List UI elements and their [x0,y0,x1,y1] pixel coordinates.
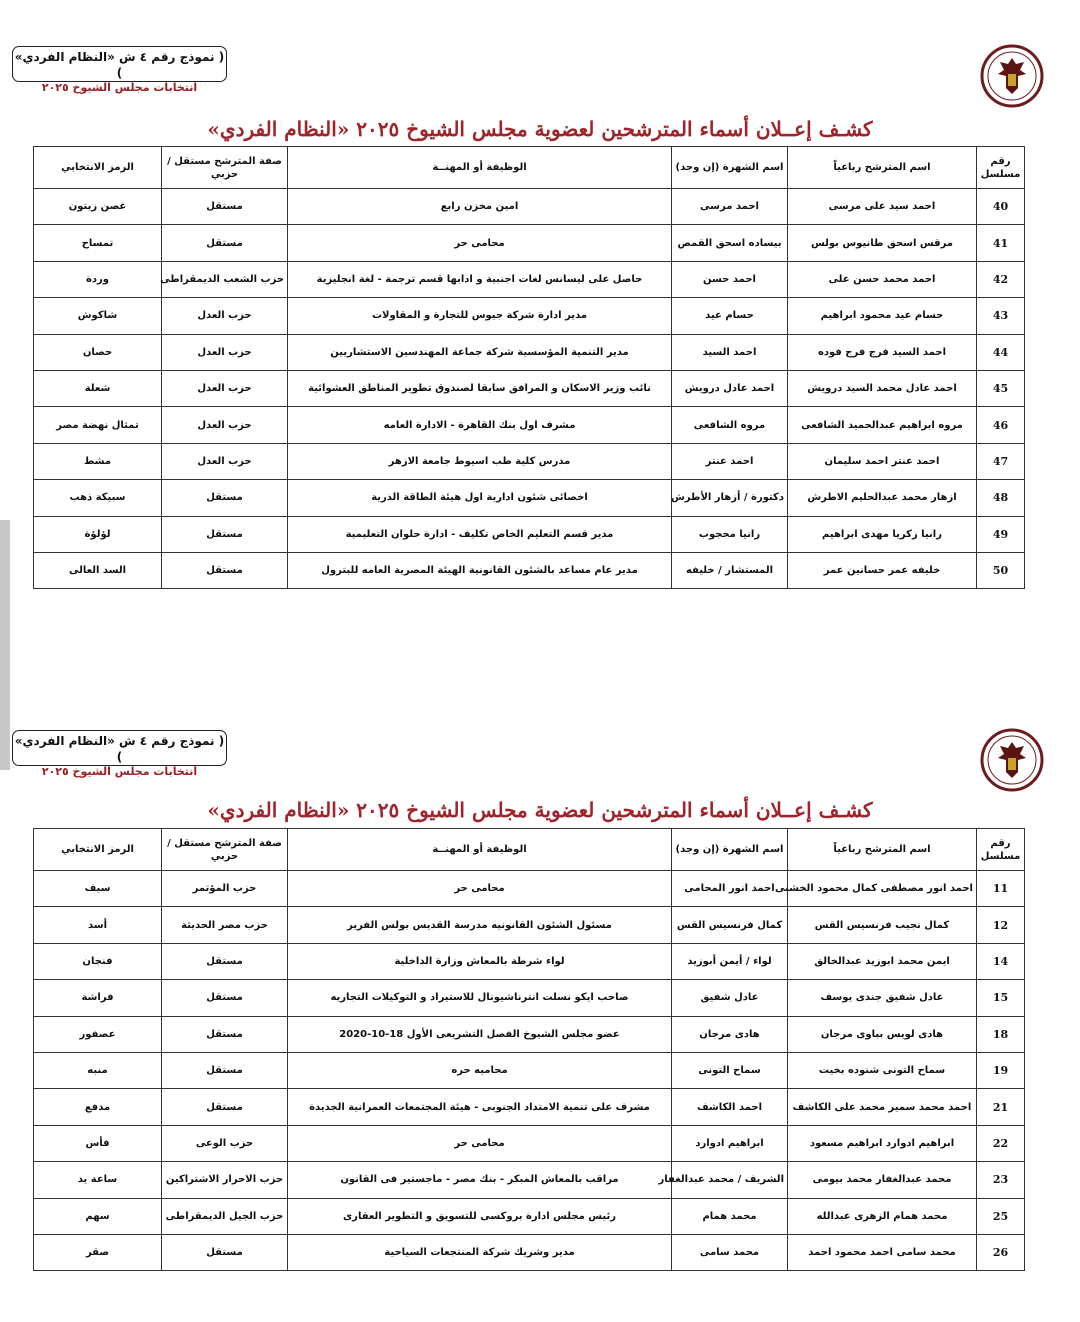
cell-symbol: ساعة يد [34,1162,162,1198]
cell-status: مستقل [162,980,288,1016]
cell-symbol: وردة [34,261,162,297]
cell-symbol: السد العالى [34,552,162,588]
col-header-name: اسم المترشح رباعياً [788,829,977,871]
cell-num: 23 [977,1162,1025,1198]
cell-fame: هادى مرجان [672,1016,788,1052]
cell-fame: رانيا محجوب [672,516,788,552]
table-header-row [34,829,1025,871]
cell-name: هادى لويس بباوى مرجان [788,1016,977,1052]
election-label: انتخابات مجلس الشيوخ ٢٠٢٥ [41,81,198,94]
cell-symbol: شعلة [34,370,162,406]
form-label-box [12,730,227,778]
cell-job: رئيس مجلس ادارة بروكسى للتسويق و التطوير العقارى [288,1198,672,1234]
cell-job: مدير قسم التعليم الخاص تكليف - ادارة حلوان التعليمية [288,516,672,552]
cell-symbol: صقر [34,1234,162,1270]
cell-job: مسئول الشئون القانونيه مدرسة القديس بولس الفرير [288,907,672,943]
cell-fame: لواء / أيمن أبوزيد [672,943,788,979]
cell-job: محامى حر [288,871,672,907]
cell-job: مدير عام مساعد بالشئون القانونية الهيئة المصرية العامه للبترول [288,552,672,588]
cell-name: ابراهيم ادوارد ابراهيم مسعود [788,1125,977,1161]
cell-symbol: فنجان [34,943,162,979]
cell-name: مرقس اسحق طانيوس بولس [788,225,977,261]
cell-status: حزب العدل [162,370,288,406]
col-header-job: الوظيفة أو المهنــة [288,829,672,871]
cell-name: احمد محمد سمير محمد على الكاشف [788,1089,977,1125]
cell-name: ايمن محمد ابوزيد عبدالخالق [788,943,977,979]
cell-num: 26 [977,1234,1025,1270]
cell-fame: احمد عادل درويش [672,370,788,406]
cell-name: كمال نجيب فرنسيس القس [788,907,977,943]
cell-job: مدرس كلية طب اسيوط جامعة الازهر [288,443,672,479]
cell-num: 21 [977,1089,1025,1125]
form-number-label: ( نموذج رقم ٤ ش «النظام الفردي» ) [14,734,225,764]
cell-status: مستقل [162,552,288,588]
cell-status: حزب المؤتمر [162,871,288,907]
cell-num: 19 [977,1052,1025,1088]
col-header-job: الوظيفة أو المهنــة [288,147,672,189]
cell-job: نائب وزير الاسكان و المرافق سابقا لصندوق تطوير المناطق العشوائية [288,370,672,406]
form-number-label: ( نموذج رقم ٤ ش «النظام الفردي» ) [14,50,225,80]
table-row [34,1162,1025,1198]
cell-status: حزب الاحرار الاشتراكين [162,1162,288,1198]
cell-name: محمد عبدالغفار محمد بيومى [788,1162,977,1198]
cell-status: حزب العدل [162,298,288,334]
cell-symbol: شاكوش [34,298,162,334]
cell-job: مشرف اول بنك القاهرة - الادارة العامه [288,407,672,443]
col-header-num: رقم مسلسل [977,829,1025,871]
cell-fame: احمد السيد [672,334,788,370]
cell-fame: احمد مرسى [672,189,788,225]
cell-num: 44 [977,334,1025,370]
cell-num: 42 [977,261,1025,297]
cell-job: اخصائى شئون ادارية اول هيئة الطاقة الذرية [288,480,672,516]
cell-fame: محمد همام [672,1198,788,1234]
cell-fame: دكتورة / أزهار الأطرش [672,480,788,516]
cell-status: مستقل [162,225,288,261]
cell-symbol: فأس [34,1125,162,1161]
cell-num: 49 [977,516,1025,552]
cell-num: 41 [977,225,1025,261]
election-label: انتخابات مجلس الشيوخ ٢٠٢٥ [41,765,198,778]
page-title: كشـف إعــلان أسماء المترشحين لعضوية مجلس الشيوخ ٢٠٢٥ «النظام الفردي» [207,117,873,141]
cell-name: احمد عادل محمد السيد درويش [788,370,977,406]
cell-status: حزب العدل [162,443,288,479]
cell-symbol: أسد [34,907,162,943]
cell-num: 25 [977,1198,1025,1234]
cell-fame: كمال فرنسيس القس [672,907,788,943]
col-header-status: صفة المترشح مستقل / حزبي [162,829,288,871]
cell-num: 18 [977,1016,1025,1052]
cell-status: مستقل [162,1016,288,1052]
cell-name: احمد سيد على مرسى [788,189,977,225]
cell-status: حزب العدل [162,407,288,443]
cell-fame: احمد انور المحامى [672,871,788,907]
cell-symbol: سبيكة ذهب [34,480,162,516]
cell-symbol: سهم [34,1198,162,1234]
cell-fame: المستشار / خليفه [672,552,788,588]
table-row [34,1016,1025,1052]
cell-symbol: لؤلؤة [34,516,162,552]
cell-symbol: فراشة [34,980,162,1016]
cell-status: حزب الوعى [162,1125,288,1161]
cell-symbol: منبه [34,1052,162,1088]
cell-num: 45 [977,370,1025,406]
cell-job: لواء شرطة بالمعاش وزارة الداخلية [288,943,672,979]
table-row [34,871,1025,907]
cell-fame: سماح التونى [672,1052,788,1088]
cell-status: حزب الشعب الديمقراطى [162,261,288,297]
cell-fame: عادل شفيق [672,980,788,1016]
cell-fame: احمد عنتر [672,443,788,479]
cell-status: مستقل [162,1052,288,1088]
cell-name: سماح التونى شنوده بخيت [788,1052,977,1088]
cell-status: حزب مصر الحديثة [162,907,288,943]
table-row [34,943,1025,979]
cell-symbol: تمساح [34,225,162,261]
cell-num: 11 [977,871,1025,907]
cell-job: امين مخزن رابع [288,189,672,225]
cell-job: محامى حر [288,1125,672,1161]
cell-status: مستقل [162,480,288,516]
cell-job: عضو مجلس الشيوخ الفصل التشريعى الأول 18-10-2020 [288,1016,672,1052]
cell-fame: مروه الشافعى [672,407,788,443]
cell-status: حزب العدل [162,334,288,370]
cell-status: مستقل [162,1234,288,1270]
table-row [34,1234,1025,1270]
col-header-symbol: الرمز الانتخابي [34,829,162,871]
col-header-num: رقم مسلسل [977,147,1025,189]
cell-name: رانيا زكريا مهدى ابراهيم [788,516,977,552]
cell-fame: احمد الكاشف [672,1089,788,1125]
cell-fame: محمد سامى [672,1234,788,1270]
cell-status: مستقل [162,1089,288,1125]
cell-symbol: مشط [34,443,162,479]
cell-num: 48 [977,480,1025,516]
cell-name: مروه ابراهيم عبدالحميد الشافعى [788,407,977,443]
cell-num: 46 [977,407,1025,443]
table-row [34,1089,1025,1125]
cell-status: حزب الجيل الديمقراطى [162,1198,288,1234]
col-header-name: اسم المترشح رباعياً [788,147,977,189]
cell-name: احمد السيد فرج فرج فوده [788,334,977,370]
cell-num: 22 [977,1125,1025,1161]
cell-job: محامى حر [288,225,672,261]
table-row [34,907,1025,943]
cell-job: حاصل على ليسانس لغات اجنبية و ادابها قسم ترجمة - لغة انجليزية [288,261,672,297]
col-header-fame: اسم الشهرة (إن وجد) [672,829,788,871]
cell-name: احمد انور مصطفى كمال محمود الخشنى [788,871,977,907]
cell-symbol: مدفع [34,1089,162,1125]
cell-job: محاميه حره [288,1052,672,1088]
cell-num: 12 [977,907,1025,943]
col-header-fame: اسم الشهرة (إن وجد) [672,147,788,189]
cell-fame: حسام عيد [672,298,788,334]
col-header-status: صفة المترشح مستقل / حزبي [162,147,288,189]
cell-job: مشرف على تنمية الامتداد الجنوبى - هيئة المجتمعات العمرانية الجديدة [288,1089,672,1125]
cell-name: خليفه عمر حسانين عمر [788,552,977,588]
cell-name: عادل شفيق جندى يوسف [788,980,977,1016]
table-row [34,1198,1025,1234]
page-title: كشـف إعــلان أسماء المترشحين لعضوية مجلس الشيوخ ٢٠٢٥ «النظام الفردي» [207,798,873,822]
cell-symbol: تمثال نهضة مصر [34,407,162,443]
cell-job: صاحب ايكو نسلت انترناشيونال للاستيراد و التوكيلات التجاريه [288,980,672,1016]
cell-fame: بيساده اسحق القمص [672,225,788,261]
table-row [34,1052,1025,1088]
cell-symbol: حصان [34,334,162,370]
cell-num: 40 [977,189,1025,225]
cell-job: مدير ادارة شركة جيوس للتجارة و المقاولات [288,298,672,334]
cell-job: مدير التنمية المؤسسية شركة جماعة المهندسين الاستشاريين [288,334,672,370]
cell-name: احمد محمد حسن على [788,261,977,297]
cell-name: حسام عيد محمود ابراهيم [788,298,977,334]
cell-num: 50 [977,552,1025,588]
cell-fame: الشريف / محمد عبدالغفار [672,1162,788,1198]
cell-name: محمد سامى احمد محمود احمد [788,1234,977,1270]
cell-num: 15 [977,980,1025,1016]
cell-fame: احمد حسن [672,261,788,297]
cell-symbol: سيف [34,871,162,907]
cell-name: احمد عنتر احمد سليمان [788,443,977,479]
table-row [34,980,1025,1016]
cell-symbol: غصن زيتون [34,189,162,225]
cell-job: مدير وشريك شركة المنتجعات السياحية [288,1234,672,1270]
egypt-eagle-emblem-icon [980,728,1044,792]
cell-name: ازهار محمد عبدالحليم الاطرش [788,480,977,516]
cell-status: مستقل [162,943,288,979]
col-header-symbol: الرمز الانتخابي [34,147,162,189]
cell-num: 14 [977,943,1025,979]
candidates-table-2 [33,828,1025,1271]
cell-num: 47 [977,443,1025,479]
cell-status: مستقل [162,189,288,225]
table-row [34,1125,1025,1161]
cell-symbol: عصفور [34,1016,162,1052]
cell-name: محمد همام الزهرى عبدالله [788,1198,977,1234]
cell-num: 43 [977,298,1025,334]
cell-fame: ابراهيم ادوارد [672,1125,788,1161]
cell-job: مراقب بالمعاش المبكر - بنك مصر - ماجستير فى القانون [288,1162,672,1198]
cell-status: مستقل [162,516,288,552]
